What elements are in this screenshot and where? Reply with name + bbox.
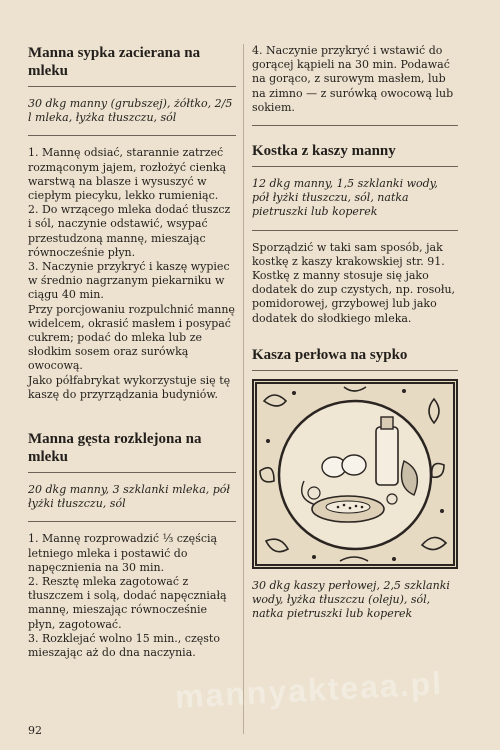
recipe-step: 3. Naczynie przykryć i kaszę wypiec w średnio nagrzanym piekarniku w ciągu 40 min. [28,260,230,302]
recipe-title: Kostka z kaszy manny [252,142,458,167]
recipe-ingredients: 30 dkg manny (grubszej), żółtko, 2/5 l mleka, łyżka tłuszczu, sól [28,97,236,136]
recipe-kasza-perlowa [252,346,458,632]
recipe-continuation [252,44,458,126]
recipe-steps [28,146,236,402]
left-column [28,44,236,660]
recipe-note: Jako półfabrykat wykorzystuje się tę kaszę do przyrządzania budyniów. [28,373,231,401]
recipe-steps [28,532,236,660]
illustration-svg [254,381,456,567]
recipe-title: Manna gęsta rozklejona na mleku [28,430,236,473]
recipe-note: Kostkę z manny stosuje się jako dodatek do zup czystych, np. rosołu, pomidorowej, grzybowej lub jako dodatek do słodkiego mleka. [252,269,456,325]
recipe-step: 3. Rozklejać wolno 15 min., często mieszając aż do dna naczynia. [28,631,220,660]
decorative-food-illustration-icon [252,379,458,569]
recipe-title: Kasza perłowa na sypko [252,346,458,371]
recipe-step: 2. Resztę mleka zagotować z tłuszczem i solą, dodać napęczniałą mannę, mieszając równocześnie płyn, zagotować. [28,575,227,631]
column-divider [243,44,244,734]
recipe-step: Sporządzić w taki sam sposób, jak kostkę z kaszy krakowskiej str. 91. [252,240,445,268]
recipe-manna-sypka [28,44,236,402]
watermark: mannyakteaa.pl [174,665,444,715]
recipe-steps [252,241,458,326]
recipe-step: 2. Do wrzącego mleka dodać tłuszcz i sól, naczynie odstawić, wsypać przestudzoną mannę, mieszając równocześnie płyn. [28,203,231,259]
recipe-manna-gesta [28,430,236,660]
recipe-ingredients: 30 dkg kaszy perłowej, 2,5 szklanki wody, łyżka tłuszczu (oleju), sól, natka pietruszki lub koperek [252,578,450,621]
right-column [252,44,458,641]
recipe-ingredients: 12 dkg manny, 1,5 szklanki wody, pół łyżki tłuszczu, sól, natka pietruszki lub koperek [252,177,458,231]
recipe-ingredients: 20 dkg manny, 3 szklanki mleka, pół łyżki tłuszczu, sól [28,483,236,522]
recipe-note: Przy porcjowaniu rozpulchnić mannę widelcem, okrasić masłem i posypać cukrem; podać do mleka lub ze słodkim sosem oraz surówką owocową. [28,302,235,373]
recipe-kostka-manny [252,142,458,326]
recipe-step: 1. Mannę rozprowadzić ⅓ częścią letniego mleka i postawić do napęcznienia na 30 min. [28,532,218,574]
recipe-title: Manna sypka zacierana na mleku [28,44,236,87]
recipe-step: 1. Mannę odsiać, starannie zatrzeć rozmąconym jajem, rozłożyć cienką warstwą na blasze i wysuszyć w ciepłym piecyku, lekko rumieniąc. [28,146,227,203]
page-number: 92 [28,724,42,737]
recipe-step: 4. Naczynie przykryć i wstawić do gorącej kąpieli na 30 min. Podawać na gorąco, z surowym masłem, lub na zimno — z surówką owocową lub sokiem. [252,44,454,114]
